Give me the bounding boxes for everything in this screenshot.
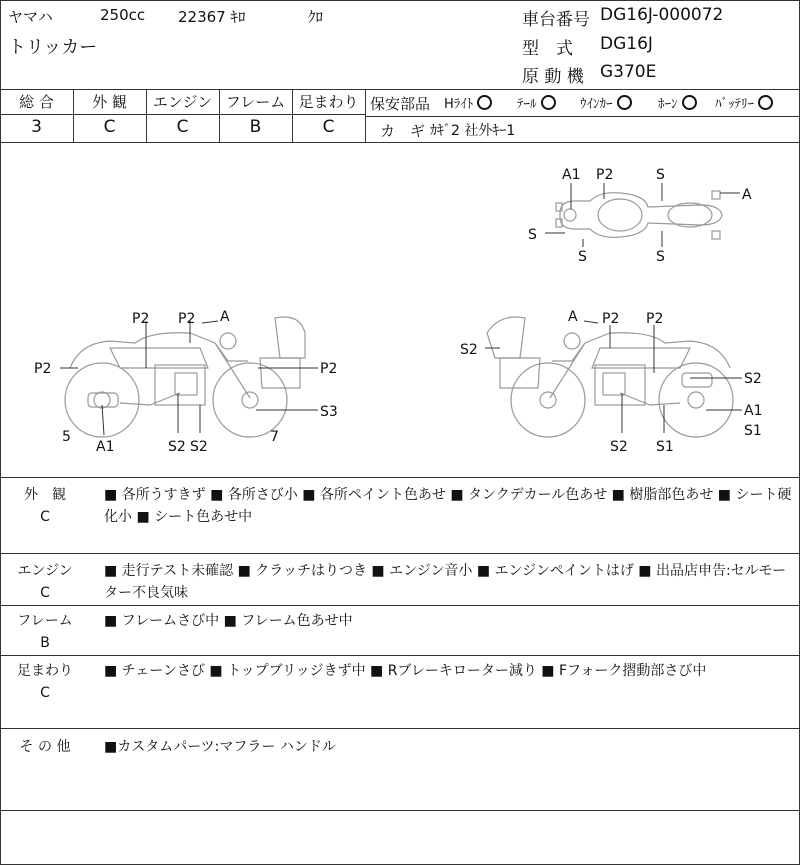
diagram-label: S1 bbox=[656, 439, 674, 455]
diagram-label: S bbox=[656, 167, 665, 183]
divider bbox=[0, 605, 800, 606]
diagram-label: P2 bbox=[596, 167, 614, 183]
frame-number-value: DG16J-000072 bbox=[600, 5, 724, 25]
section-grade: B bbox=[40, 635, 50, 651]
grade-value-exterior: C bbox=[103, 117, 116, 137]
diagram-label: P2 bbox=[132, 311, 150, 327]
section-label: エンジン bbox=[17, 563, 73, 579]
key-label: カ ギ bbox=[380, 122, 426, 140]
part-name: ﾊﾞｯﾃﾘｰ bbox=[715, 97, 754, 112]
diagram-label: A bbox=[220, 309, 230, 325]
diagram-label: 5 bbox=[62, 429, 71, 445]
diagram-label: P2 bbox=[602, 311, 620, 327]
section-grade: C bbox=[40, 585, 50, 601]
section-label: そ の 他 bbox=[19, 739, 71, 755]
left-side-labels bbox=[34, 309, 338, 455]
divider bbox=[365, 89, 366, 142]
divider bbox=[0, 810, 800, 811]
ok-mark-icon bbox=[758, 95, 773, 110]
diagram-label: A1 bbox=[96, 439, 115, 455]
grade-header-exterior: 外 観 bbox=[92, 93, 127, 111]
frame-number-label: 車台番号 bbox=[522, 10, 590, 30]
part-name: ｳｲﾝｶｰ bbox=[580, 97, 613, 112]
diagram-label: S2 bbox=[744, 371, 762, 387]
engine-code-label: 原 動 機 bbox=[522, 67, 584, 87]
section-notes: ■ フレームさび中 ■ フレーム色あせ中 bbox=[104, 613, 353, 629]
part-horn bbox=[658, 93, 697, 112]
part-name: ﾃｰﾙ bbox=[517, 97, 537, 112]
diagram-label: S2 bbox=[610, 439, 628, 455]
damage-diagram bbox=[0, 143, 800, 477]
diagram-label: S bbox=[578, 249, 587, 265]
ok-mark-icon bbox=[617, 95, 632, 110]
divider bbox=[0, 114, 365, 115]
grade-header-overall: 総 合 bbox=[19, 93, 54, 111]
ok-mark-icon bbox=[682, 95, 697, 110]
grade-value-engine: C bbox=[176, 117, 189, 137]
diagram-label: S2 bbox=[190, 439, 208, 455]
section-notes: ■ 走行テスト未確認 ■ クラッチはりつき ■ エンジン音小 ■ エンジンペイントはげ ■ 出品店申告:セルモーター不良気味 bbox=[104, 563, 787, 601]
diagram-label: A1 bbox=[562, 167, 581, 183]
diagram-label: P2 bbox=[646, 311, 664, 327]
section-label: フレーム bbox=[17, 613, 73, 629]
diagram-label: S3 bbox=[320, 404, 338, 420]
part-name: Hﾗｲﾄ bbox=[444, 97, 474, 112]
diagram-label: S bbox=[656, 249, 665, 265]
grade-header-frame: フレーム bbox=[225, 93, 286, 111]
grade-value-frame: B bbox=[249, 117, 262, 137]
diagram-label: S1 bbox=[744, 423, 762, 439]
maker: ヤマハ bbox=[8, 8, 53, 26]
section-grade: C bbox=[40, 509, 50, 525]
top-view-bike bbox=[545, 183, 740, 247]
section-label: 足まわり bbox=[17, 663, 73, 679]
divider bbox=[0, 553, 800, 554]
diagram-label: P2 bbox=[34, 361, 52, 377]
diagram-label: 7 bbox=[270, 429, 279, 445]
part-tail bbox=[517, 93, 556, 112]
grade-value-overall: 3 bbox=[31, 117, 42, 137]
displacement: 250cc bbox=[100, 6, 146, 24]
grade-header-suspension: 足まわり bbox=[298, 93, 359, 111]
model-type-label: 型 式 bbox=[522, 39, 573, 59]
top-view-labels bbox=[528, 167, 752, 265]
section-notes: ■カスタムパーツ:マフラー ハンドル bbox=[104, 739, 336, 755]
diagram-label: S2 bbox=[168, 439, 186, 455]
ok-mark-icon bbox=[477, 95, 492, 110]
key-value: ｶｷﾞ2 社外ｷｰ1 bbox=[430, 123, 516, 139]
section-grade: C bbox=[40, 685, 50, 701]
right-side-bike bbox=[485, 317, 742, 437]
model-name: トリッカー bbox=[8, 37, 98, 58]
part-winker bbox=[580, 93, 632, 112]
divider bbox=[0, 89, 800, 90]
diagram-label: P2 bbox=[320, 361, 338, 377]
divider bbox=[0, 477, 800, 478]
diagram-label: A bbox=[568, 309, 578, 325]
section-notes: ■ 各所うすきず ■ 各所さび小 ■ 各所ペイント色あせ ■ タンクデカール色あせ ■ 樹脂部色あせ ■ シート硬化小 ■ シート色あせ中 bbox=[104, 487, 792, 525]
grade-value-suspension: C bbox=[322, 117, 335, 137]
diagram-label: S2 bbox=[460, 342, 478, 358]
section-label: 外 観 bbox=[24, 487, 66, 503]
mileage: 22367 ｷﾛ bbox=[178, 8, 246, 26]
ok-mark-icon bbox=[541, 95, 556, 110]
section-notes: ■ チェーンさび ■ トップブリッジきず中 ■ Rブレーキローター減り ■ Fフォーク摺動部さび中 bbox=[104, 663, 707, 679]
diagram-label: P2 bbox=[178, 311, 196, 327]
right-side-labels bbox=[460, 309, 762, 455]
part-name: ﾎｰﾝ bbox=[658, 97, 678, 112]
diagram-label: A bbox=[742, 187, 752, 203]
divider bbox=[0, 655, 800, 656]
divider bbox=[365, 116, 800, 117]
part-battery bbox=[715, 93, 773, 112]
model-type-value: DG16J bbox=[600, 34, 653, 54]
diagram-label: S bbox=[528, 227, 537, 243]
left-side-bike bbox=[60, 317, 318, 437]
color: ｸﾛ bbox=[308, 8, 324, 26]
grade-header-engine: エンジン bbox=[152, 93, 213, 111]
divider bbox=[0, 728, 800, 729]
diagram-label: A1 bbox=[744, 403, 763, 419]
engine-code-value: G370E bbox=[600, 62, 657, 82]
safety-parts-label: 保安部品 bbox=[370, 95, 431, 113]
part-headlight bbox=[444, 93, 492, 112]
